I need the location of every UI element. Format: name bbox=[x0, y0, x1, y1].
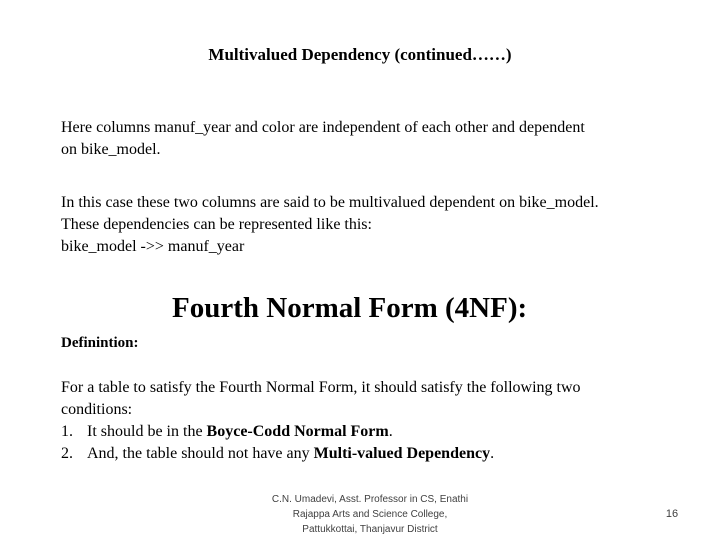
condition-item bbox=[61, 421, 691, 443]
slide-title: Multivalued Dependency (continued……) bbox=[208, 45, 512, 64]
condition-text: It should be in the bbox=[87, 423, 207, 440]
conditions-lead-line: conditions: bbox=[61, 401, 133, 418]
condition-item bbox=[61, 443, 691, 465]
conditions-paragraph bbox=[61, 377, 691, 465]
page-number: 16 bbox=[665, 508, 679, 520]
conditions-lead-line: For a table to satisfy the Fourth Normal Form, it should satisfy the following two bbox=[61, 379, 581, 396]
multivalued-line: These dependencies can be represented like this: bbox=[61, 216, 372, 233]
condition-end: . bbox=[388, 423, 393, 440]
dependency-notation: bike_model ->> manuf_year bbox=[61, 238, 245, 255]
intro-paragraph bbox=[61, 117, 691, 161]
footer-line: C.N. Umadevi, Asst. Professor in CS, Enathi bbox=[271, 494, 469, 505]
multivalued-paragraph bbox=[61, 192, 691, 258]
footer-credit bbox=[220, 492, 520, 537]
condition-emphasis: Boyce-Codd Normal Form bbox=[206, 423, 389, 440]
section-heading: Fourth Normal Form (4NF): bbox=[172, 292, 528, 324]
intro-line: Here columns manuf_year and color are independent of each other and dependent bbox=[61, 119, 585, 136]
condition-end: . bbox=[490, 445, 495, 462]
footer-line: Rajappa Arts and Science College, bbox=[292, 509, 448, 520]
definition-label: Definintion: bbox=[61, 335, 139, 351]
condition-number: 1. bbox=[61, 423, 73, 440]
multivalued-line: In this case these two columns are said to be multivalued dependent on bike_model. bbox=[61, 194, 599, 211]
condition-text: And, the table should not have any bbox=[87, 445, 314, 462]
condition-emphasis: Multi-valued Dependency bbox=[313, 445, 491, 462]
intro-line: on bike_model. bbox=[61, 141, 161, 158]
footer-line: Pattukkottai, Thanjavur District bbox=[302, 524, 438, 535]
condition-number: 2. bbox=[61, 445, 73, 462]
